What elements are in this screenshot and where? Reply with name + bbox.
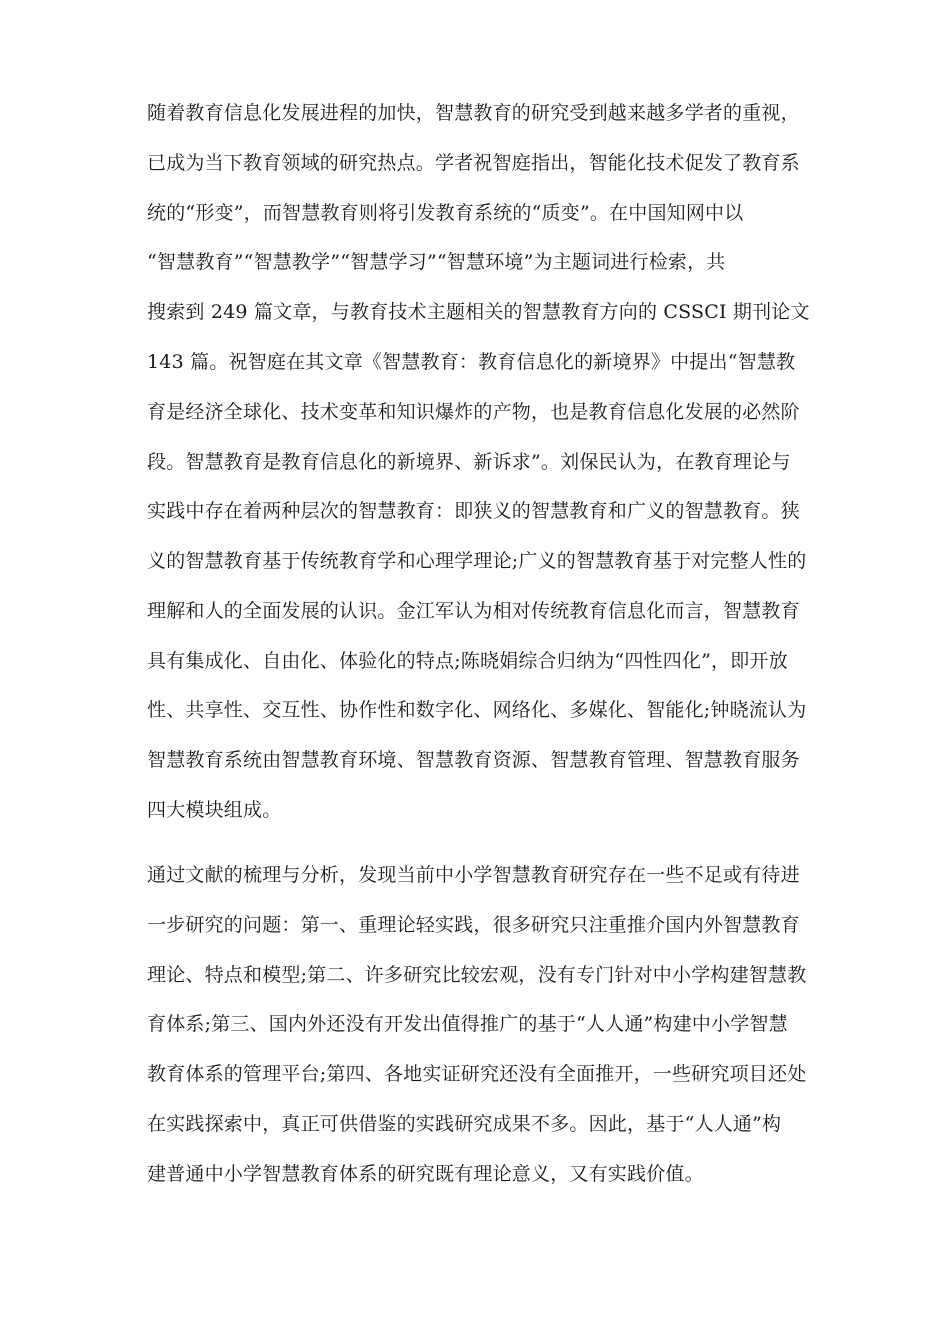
text-line: 统的“形变”，而智慧教育则将引发教育系统的“质变”。在中国知网中以 (147, 202, 744, 224)
text-line: 教育体系的管理平台;第四、各地实证研究还没有全面推开，一些研究项目还处 (147, 1063, 807, 1085)
text-line: 育是经济全球化、技术变革和知识爆炸的产物，也是教育信息化发展的必然阶 (147, 401, 800, 423)
text-line: 一步研究的问题：第一、重理论轻实践，很多研究只注重推介国内外智慧教育 (147, 914, 800, 936)
text-line: 实践中存在着两种层次的智慧教育：即狭义的智慧教育和广义的智慧教育。狭 (147, 500, 800, 522)
text-line: 性、共享性、交互性、协作性和数字化、网络化、多媒化、智能化;钟晓流认为 (147, 699, 807, 721)
text-line: 已成为当下教育领域的研究热点。学者祝智庭指出，智能化技术促发了教育系 (147, 152, 800, 174)
text-line: “智慧教育”“智慧教学”“智慧学习”“智慧环境”为主题词进行检索，共 (147, 251, 726, 273)
text-line: 智慧教育系统由智慧教育环境、智慧教育资源、智慧教育管理、智慧教育服务 (147, 749, 800, 771)
text-line: 育体系;第三、国内外还没有开发出值得推广的基于“人人通”构建中小学智慧 (147, 1013, 788, 1035)
text-line: 搜索到 249 篇文章，与教育技术主题相关的智慧教育方向的 CSSCI 期刊论文 (147, 301, 810, 323)
text-line: 段。智慧教育是教育信息化的新境界、新诉求”。刘保民认为，在教育理论与 (147, 451, 791, 473)
text-line: 143 篇。祝智庭在其文章《智慧教育：教育信息化的新境界》中提出“智慧教 (147, 351, 796, 373)
text-line: 理解和人的全面发展的认识。金江军认为相对传统教育信息化而言，智慧教育 (147, 600, 800, 622)
text-line: 具有集成化、自由化、体验化的特点;陈晓娟综合归纳为“四性四化”，即开放 (147, 650, 788, 672)
text-line: 四大模块组成。 (147, 799, 282, 821)
text-line: 随着教育信息化发展进程的加快，智慧教育的研究受到越来越多学者的重视， (147, 102, 800, 124)
text-line: 通过文献的梳理与分析，发现当前中小学智慧教育研究存在一些不足或有待进 (147, 864, 800, 886)
text-line: 义的智慧教育基于传统教育学和心理学理论;广义的智慧教育基于对完整人性的 (147, 550, 807, 572)
text-line: 建普通中小学智慧教育体系的研究既有理论意义，又有实践价值。 (147, 1163, 704, 1185)
text-line: 在实践探索中，真正可供借鉴的实践研究成果不多。因此，基于“人人通”构 (147, 1113, 782, 1135)
text-line: 理论、特点和模型;第二、许多研究比较宏观，没有专门针对中小学构建智慧教 (147, 964, 807, 986)
